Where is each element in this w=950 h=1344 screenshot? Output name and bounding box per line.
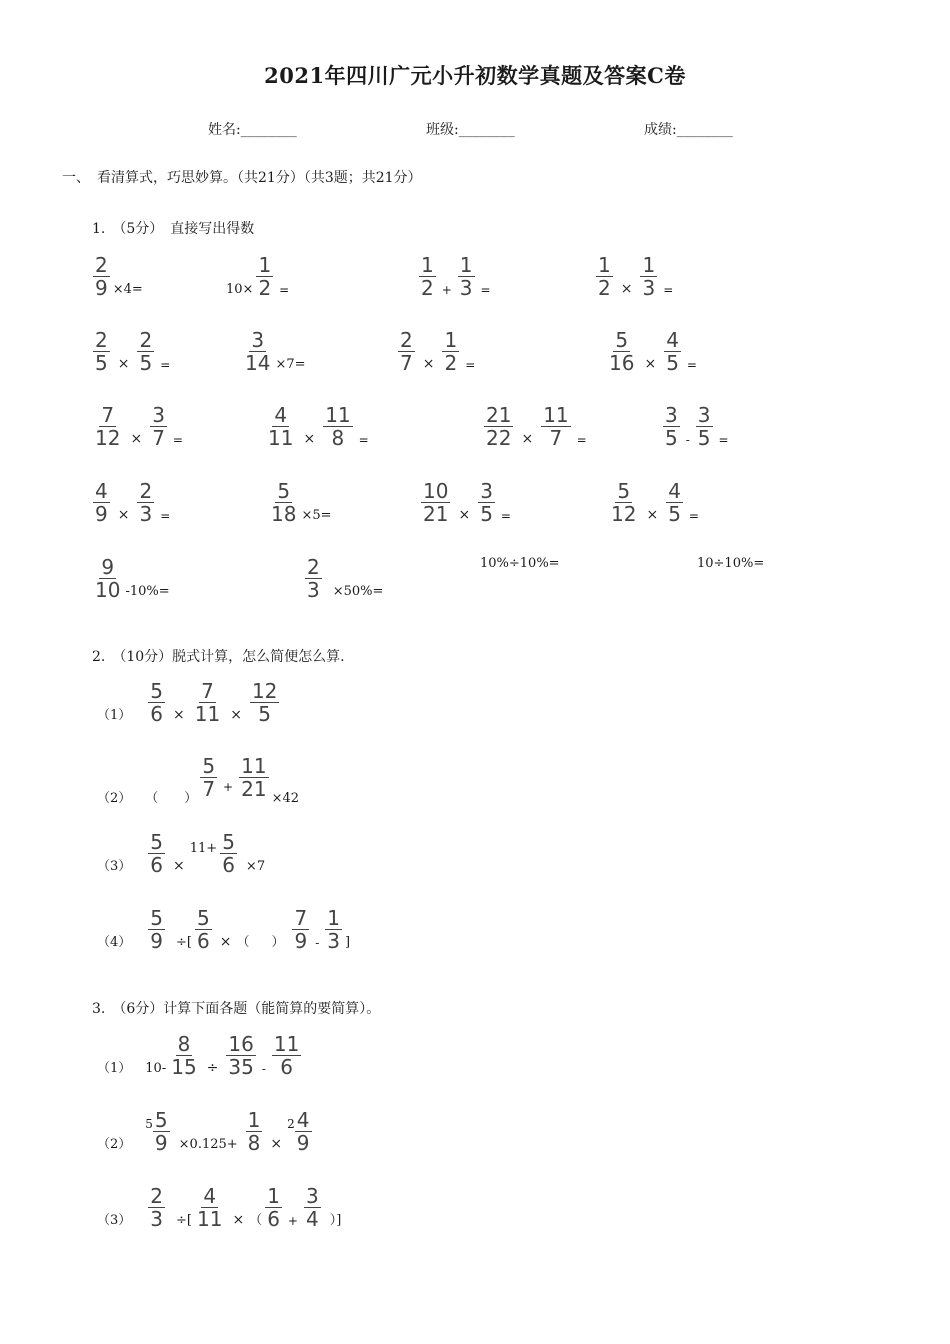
expression — [90, 481, 173, 524]
numerator: 10 — [423, 479, 449, 503]
operator: - — [685, 433, 690, 447]
denominator: 6 — [196, 929, 210, 953]
numerator: 7 — [201, 679, 214, 703]
numerator: 2 — [139, 479, 153, 503]
item-label: （3） — [97, 1213, 132, 1228]
numerator: 1 — [444, 328, 458, 352]
denominator: 8 — [331, 426, 345, 450]
fraction — [292, 908, 309, 951]
denominator: 35 — [228, 1055, 254, 1079]
equals: = — [172, 433, 183, 447]
fraction — [93, 330, 110, 373]
numerator: 3 — [665, 403, 678, 427]
fraction — [148, 832, 165, 875]
expression — [697, 557, 764, 572]
expression — [395, 330, 478, 373]
denominator: 16 — [609, 351, 635, 375]
numerator: 4 — [95, 479, 108, 503]
denominator: 2 — [598, 276, 611, 300]
denominator: 7 — [202, 777, 216, 801]
equals: = — [279, 283, 290, 297]
fraction — [169, 1034, 198, 1077]
operator: ×4= — [112, 282, 143, 297]
numerator: 11 — [325, 403, 351, 427]
fraction — [541, 405, 570, 448]
fraction — [607, 330, 636, 373]
operator: ×7= — [275, 357, 306, 372]
q2-item-2 — [0, 756, 950, 816]
fraction — [137, 481, 154, 524]
fraction — [596, 255, 613, 298]
denominator: 9 — [296, 1131, 310, 1155]
expression — [97, 1034, 304, 1077]
expression — [263, 405, 372, 448]
operator: ×42 — [271, 791, 299, 806]
operator: × — [521, 431, 534, 447]
operator: ×50%= — [332, 584, 384, 599]
equals: = — [688, 509, 699, 523]
question-3-heading: 3. （6分）计算下面各题（能简算的要简算）。 — [92, 1001, 381, 1017]
denominator: 6 — [267, 1207, 280, 1231]
denominator: 3 — [642, 276, 656, 300]
fraction — [609, 481, 638, 524]
denominator: 9 — [95, 502, 108, 526]
denominator: 10 — [95, 578, 121, 602]
denominator: 14 — [245, 351, 271, 375]
open-paren: （ — [249, 1213, 263, 1228]
expression — [606, 481, 702, 524]
denominator: 5 — [258, 702, 272, 726]
page-title: 2021年四川广元小升初数学真题及答案C卷 — [264, 63, 686, 88]
item-label: （2） — [97, 791, 132, 806]
denominator: 7 — [549, 426, 563, 450]
fraction — [398, 330, 415, 373]
question-2-heading: 2. （10分）脱式计算，怎么简便怎么算. — [92, 649, 345, 665]
expression — [97, 1110, 315, 1153]
numerator: 4 — [668, 479, 681, 503]
expression — [593, 255, 676, 298]
fraction — [256, 255, 273, 298]
close-bracket: ] — [345, 935, 351, 950]
whole-number: 2 — [287, 1117, 295, 1131]
fraction — [266, 405, 295, 448]
fraction — [93, 405, 122, 448]
q3-item-2 — [0, 1110, 950, 1170]
expression — [90, 405, 186, 448]
expression — [90, 557, 170, 600]
expression — [97, 832, 265, 875]
numerator: 1 — [598, 253, 611, 277]
operator: × — [173, 858, 185, 874]
expression — [418, 481, 514, 524]
numerator: 5 — [150, 679, 164, 703]
fraction — [421, 481, 450, 524]
operator: - — [315, 936, 320, 950]
numerator: 1 — [327, 906, 341, 930]
section-1-heading: 一、 看清算式，巧思妙算。（共21分）（共3题；共21分） — [62, 170, 422, 186]
fraction — [243, 330, 272, 373]
numerator: 12 — [251, 679, 278, 703]
equals: = — [686, 358, 697, 372]
numerator: 4 — [666, 328, 679, 352]
operator: × — [117, 507, 130, 523]
denominator: 5 — [665, 426, 678, 450]
numerator: 3 — [152, 403, 165, 427]
numerator: 11 — [543, 403, 569, 427]
close-bracket: ）] — [329, 1213, 342, 1228]
open-paren: （ — [145, 791, 159, 806]
numerator: 2 — [95, 328, 108, 352]
denominator: 21 — [423, 502, 449, 526]
fraction — [663, 405, 680, 448]
operator: ÷[ — [176, 1213, 192, 1228]
denominator: 2 — [258, 276, 272, 300]
fraction — [250, 681, 279, 724]
numerator: 1 — [267, 1184, 280, 1208]
denominator: 5 — [480, 502, 493, 526]
expression — [604, 330, 700, 373]
denominator: 8 — [247, 1131, 261, 1155]
operator: × — [644, 356, 657, 372]
denominator: 4 — [305, 1207, 319, 1231]
q3-item-3 — [0, 1186, 950, 1246]
expression — [97, 756, 299, 807]
numerator: 5 — [150, 830, 164, 854]
denominator: 22 — [486, 426, 512, 450]
denominator: 5 — [666, 351, 679, 375]
operator: -10%= — [125, 584, 170, 599]
numerator: 2 — [95, 253, 108, 277]
numerator: 4 — [296, 1108, 310, 1132]
q3-item-1 — [0, 1034, 950, 1094]
equals: = — [358, 433, 369, 447]
fraction — [419, 255, 436, 298]
expression — [97, 681, 282, 724]
expression — [416, 255, 494, 298]
numerator: 3 — [480, 479, 493, 503]
operator: × — [458, 507, 471, 523]
numerator: 7 — [294, 906, 308, 930]
whole-number: 5 — [145, 1117, 153, 1131]
item-label: （1） — [97, 1061, 132, 1076]
numerator: 4 — [274, 403, 288, 427]
fraction — [195, 1186, 224, 1229]
item-label: （4） — [97, 935, 132, 950]
equals: = — [576, 433, 587, 447]
equals: = — [663, 283, 674, 297]
fraction — [664, 330, 681, 373]
fraction — [195, 908, 212, 951]
operator: + — [287, 1214, 298, 1228]
name-field: 姓名:________ — [208, 122, 297, 138]
item-label: （2） — [97, 1137, 132, 1152]
denominator: 11 — [196, 1207, 223, 1231]
numerator: 2 — [150, 1184, 164, 1208]
fraction — [696, 405, 713, 448]
numerator: 5 — [202, 754, 216, 778]
operator: 10- — [145, 1061, 167, 1076]
denominator: 11 — [268, 426, 294, 450]
operator: × — [130, 431, 143, 447]
numerator: 4 — [203, 1184, 217, 1208]
numerator: 5 — [196, 906, 210, 930]
expression — [97, 908, 350, 951]
class-field: 班级:________ — [426, 122, 515, 138]
close-paren: ） — [271, 935, 285, 950]
numerator: 11 — [273, 1032, 300, 1056]
q1-row-5 — [0, 557, 950, 617]
denominator: 9 — [294, 929, 308, 953]
denominator: 3 — [150, 1207, 164, 1231]
numerator: 1 — [421, 253, 434, 277]
denominator: 5 — [139, 351, 153, 375]
operator: ×5= — [301, 508, 332, 523]
operator: × — [173, 707, 185, 723]
expression — [660, 405, 732, 448]
operator: 10× — [226, 282, 254, 297]
fraction — [137, 330, 154, 373]
denominator: 2 — [421, 276, 434, 300]
fraction — [323, 405, 352, 448]
operator: × — [646, 507, 659, 523]
item-label: （1） — [97, 708, 132, 723]
fraction — [325, 908, 342, 951]
denominator: 5 — [668, 502, 681, 526]
expression-text: 10%÷10%= — [480, 556, 560, 571]
fraction — [442, 330, 459, 373]
denominator: 7 — [152, 426, 165, 450]
q1-row-1 — [0, 255, 950, 315]
denominator: 3 — [327, 929, 341, 953]
fraction — [666, 481, 683, 524]
numerator: 3 — [697, 403, 711, 427]
operator: - — [261, 1062, 266, 1076]
fraction — [193, 681, 222, 724]
fraction — [153, 1110, 170, 1153]
fraction — [269, 481, 298, 524]
fraction — [640, 255, 657, 298]
operator: ×7 — [245, 859, 266, 874]
denominator: 2 — [444, 351, 458, 375]
equals: = — [480, 283, 491, 297]
denominator: 6 — [150, 702, 164, 726]
denominator: 3 — [139, 502, 153, 526]
operator: × — [303, 431, 316, 447]
denominator: 9 — [150, 929, 164, 953]
fraction — [478, 481, 495, 524]
denominator: 6 — [280, 1055, 294, 1079]
numerator: 5 — [277, 479, 291, 503]
denominator: 11 — [194, 702, 221, 726]
q2-item-1 — [0, 681, 950, 741]
denominator: 18 — [271, 502, 297, 526]
fraction — [246, 1110, 263, 1153]
fraction — [93, 557, 122, 600]
numerator: 2 — [307, 555, 320, 579]
fraction — [148, 1186, 165, 1229]
numerator: 5 — [154, 1108, 168, 1132]
equals: = — [160, 358, 171, 372]
expression — [302, 557, 383, 600]
fraction — [265, 1186, 282, 1229]
operator: ÷[ — [176, 935, 192, 950]
fraction — [148, 908, 165, 951]
fraction — [305, 557, 322, 600]
numerator: 2 — [400, 328, 413, 352]
numerator: 5 — [150, 906, 164, 930]
denominator: 3 — [459, 276, 473, 300]
numerator: 8 — [177, 1032, 191, 1056]
numerator: 1 — [247, 1108, 261, 1132]
operator: ×0.125+ — [178, 1137, 238, 1152]
fraction — [484, 405, 513, 448]
expression — [97, 1186, 341, 1229]
denominator: 12 — [611, 502, 637, 526]
operator: ÷ — [206, 1060, 219, 1076]
equals: = — [465, 358, 476, 372]
operator: + — [441, 283, 452, 297]
operator: 11+ — [189, 841, 218, 856]
fraction — [150, 405, 167, 448]
score-field: 成绩:________ — [644, 122, 733, 138]
expression — [481, 405, 590, 448]
numerator: 5 — [617, 479, 631, 503]
denominator: 6 — [150, 853, 164, 877]
expression — [266, 481, 332, 524]
numerator: 21 — [486, 403, 512, 427]
numerator: 9 — [101, 555, 115, 579]
expression-text: 10÷10%= — [697, 556, 765, 571]
numerator: 1 — [258, 253, 272, 277]
denominator: 9 — [95, 276, 108, 300]
denominator: 6 — [222, 853, 235, 877]
numerator: 7 — [101, 403, 115, 427]
numerator: 5 — [222, 830, 235, 854]
denominator: 9 — [154, 1131, 168, 1155]
equals: = — [500, 509, 511, 523]
operator: × — [232, 1212, 245, 1228]
expression — [226, 255, 292, 298]
denominator: 15 — [171, 1055, 197, 1079]
numerator: 3 — [305, 1184, 319, 1208]
fraction — [93, 481, 110, 524]
q2-item-4 — [0, 908, 950, 968]
numerator: 2 — [139, 328, 153, 352]
fraction — [93, 255, 110, 298]
expression — [240, 330, 306, 373]
fraction — [148, 681, 165, 724]
fraction — [200, 756, 217, 799]
question-1-heading: 1. （5分） 直接写出得数 — [92, 221, 255, 237]
expression — [480, 557, 560, 572]
equals: = — [718, 433, 729, 447]
fraction — [458, 255, 475, 298]
operator: × — [422, 356, 435, 372]
denominator: 21 — [241, 777, 267, 801]
numerator: 16 — [228, 1032, 254, 1056]
close-paren: ） — [184, 791, 198, 806]
fraction — [239, 756, 268, 799]
expression — [90, 330, 173, 373]
denominator: 12 — [95, 426, 121, 450]
fraction — [272, 1034, 301, 1077]
operator: × — [219, 934, 232, 950]
denominator: 7 — [400, 351, 413, 375]
q1-row-4 — [0, 481, 950, 541]
open-paren: （ — [236, 935, 250, 950]
numerator: 5 — [615, 328, 629, 352]
fraction — [226, 1034, 255, 1077]
numerator: 3 — [251, 328, 265, 352]
numerator: 11 — [241, 754, 267, 778]
operator: × — [230, 707, 242, 723]
numerator: 1 — [459, 253, 473, 277]
fraction — [304, 1186, 321, 1229]
operator: × — [117, 356, 130, 372]
q1-row-2 — [0, 330, 950, 390]
fraction — [295, 1110, 312, 1153]
operator: + — [223, 780, 234, 794]
denominator: 5 — [697, 426, 711, 450]
numerator: 1 — [642, 253, 656, 277]
q2-item-3 — [0, 832, 950, 892]
operator: × — [270, 1136, 283, 1152]
denominator: 3 — [307, 578, 320, 602]
q1-row-3 — [0, 405, 950, 465]
equals: = — [160, 509, 171, 523]
fraction — [220, 832, 237, 875]
denominator: 5 — [95, 351, 108, 375]
item-label: （3） — [97, 859, 132, 874]
operator: × — [620, 281, 633, 297]
expression — [90, 255, 143, 298]
